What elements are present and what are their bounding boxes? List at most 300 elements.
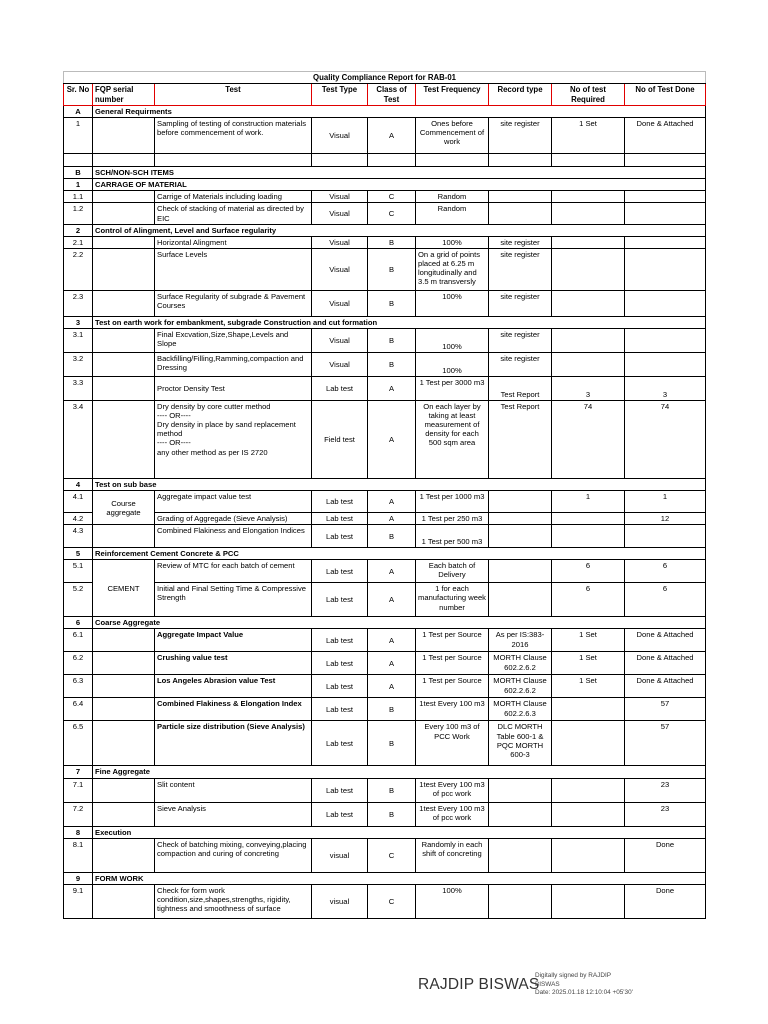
header-record-type: Record type [489, 84, 552, 106]
sr-no-cell: 4.3 [64, 525, 93, 548]
record-type-cell [489, 838, 552, 872]
section-title: CARRAGE OF MATERIAL [93, 179, 706, 191]
header-row [64, 84, 706, 106]
tests-done-cell: 3 [625, 377, 706, 401]
record-type-cell [489, 191, 552, 203]
section-row [64, 872, 706, 884]
empty-cell [625, 154, 706, 167]
section-number: 6 [64, 617, 93, 629]
section-title: Control of Alingment, Level and Surface regularity [93, 224, 706, 236]
header-fqp-serial: FQP serial number [93, 84, 155, 106]
record-type-cell: site register [489, 236, 552, 248]
signature-date: Date: 2025.01.18 12:10:04 +05'30' [535, 989, 633, 997]
test-name-cell: Dry density by core cutter method ---- OR---- Dry density in place by sand replacement method ---- OR---- any other method as per IS 2720 [155, 401, 312, 479]
test-type-cell: Lab test [312, 629, 368, 652]
section-title: FORM WORK [93, 872, 706, 884]
tests-done-cell: 12 [625, 513, 706, 525]
class-of-test-cell: B [368, 353, 416, 377]
test-type-cell: Lab test [312, 491, 368, 513]
test-name-cell: Horizontal Alingment [155, 236, 312, 248]
table-body [64, 72, 706, 919]
empty-cell [552, 154, 625, 167]
tests-required-cell [552, 248, 625, 290]
section-title: SCH/NON-SCH ITEMS [93, 167, 706, 179]
table-row [64, 401, 706, 479]
record-type-cell: DLC MORTH Table 600-1 & PQC MORTH 600-3 [489, 721, 552, 766]
tests-done-cell: Done & Attached [625, 118, 706, 154]
fqp-serial-cell [93, 802, 155, 826]
header-tests-required: No of test Required [552, 84, 625, 106]
class-of-test-cell: A [368, 629, 416, 652]
signature-line: BISWAS [535, 980, 560, 988]
test-type-cell: visual [312, 838, 368, 872]
record-type-cell: MORTH Clause 602.2.6.3 [489, 698, 552, 721]
sr-no-cell: 6.4 [64, 698, 93, 721]
sr-no-cell: 3.4 [64, 401, 93, 479]
test-name-cell: Check of stacking of material as directed by EIC [155, 203, 312, 224]
tests-required-cell [552, 884, 625, 918]
test-name-cell: Sampling of testing of construction materials before commencement of work. [155, 118, 312, 154]
test-name-cell: Surface Regularity of subgrade & Pavement Courses [155, 290, 312, 316]
fqp-serial-cell [93, 203, 155, 224]
test-frequency-cell: On a grid of points placed at 6.25 m longitudinally and 3.5 m transversly [416, 248, 489, 290]
table-row [64, 377, 706, 401]
fqp-serial-cell [93, 721, 155, 766]
section-number: 1 [64, 179, 93, 191]
sr-no-cell: 3.3 [64, 377, 93, 401]
fqp-serial-cell [93, 525, 155, 548]
tests-required-cell: 1 Set [552, 629, 625, 652]
class-of-test-cell: B [368, 721, 416, 766]
section-title: Test on sub base [93, 479, 706, 491]
tests-done-cell: 23 [625, 778, 706, 802]
sr-no-cell: 9.1 [64, 884, 93, 918]
sr-no-cell: 2.1 [64, 236, 93, 248]
class-of-test-cell: B [368, 802, 416, 826]
tests-done-cell: Done [625, 884, 706, 918]
section-row [64, 826, 706, 838]
tests-done-cell [625, 353, 706, 377]
header-test-frequency: Test Frequency [416, 84, 489, 106]
test-frequency-cell: 1 for each manufacturing week number [416, 583, 489, 617]
blank-row [64, 154, 706, 167]
fqp-serial-cell [93, 353, 155, 377]
fqp-serial-cell [93, 248, 155, 290]
test-type-cell: Visual [312, 353, 368, 377]
table-row [64, 513, 706, 525]
record-type-cell: MORTH Clause 602.2.6.2 [489, 675, 552, 698]
tests-required-cell: 74 [552, 401, 625, 479]
fqp-serial-cell [93, 698, 155, 721]
sr-no-cell: 1 [64, 118, 93, 154]
empty-cell [93, 154, 155, 167]
test-frequency-cell: 1test Every 100 m3 of pcc work [416, 778, 489, 802]
test-name-cell: Check for form work condition,size,shapes,strengths, rigidity, tightness and smoothness of surface [155, 884, 312, 918]
section-number: 7 [64, 766, 93, 778]
test-type-cell: Lab test [312, 652, 368, 675]
fqp-serial-cell [93, 290, 155, 316]
test-frequency-cell: Randomly in each shift of concreting [416, 838, 489, 872]
tests-required-cell [552, 203, 625, 224]
sr-no-cell: 4.2 [64, 513, 93, 525]
test-type-cell: Visual [312, 118, 368, 154]
tests-required-cell [552, 721, 625, 766]
test-name-cell: Combined Flakiness & Elongation Index [155, 698, 312, 721]
tests-required-cell: 6 [552, 560, 625, 583]
section-row [64, 106, 706, 118]
record-type-cell: As per IS:383-2016 [489, 629, 552, 652]
record-type-cell: Test Report [489, 377, 552, 401]
test-name-cell: Final Excvation,Size,Shape,Levels and Slope [155, 329, 312, 353]
empty-cell [489, 154, 552, 167]
class-of-test-cell: B [368, 248, 416, 290]
test-name-cell: Aggregate impact value test [155, 491, 312, 513]
test-name-cell: Crushing value test [155, 652, 312, 675]
class-of-test-cell: B [368, 329, 416, 353]
table-row [64, 675, 706, 698]
record-type-cell: site register [489, 248, 552, 290]
record-type-cell: site register [489, 290, 552, 316]
table-row [64, 629, 706, 652]
class-of-test-cell: A [368, 675, 416, 698]
test-frequency-cell: 100% [416, 329, 489, 353]
record-type-cell: site register [489, 329, 552, 353]
tests-required-cell: 6 [552, 583, 625, 617]
sr-no-cell: 5.1 [64, 560, 93, 583]
test-name-cell: Grading of Aggregade (Sieve Analysis) [155, 513, 312, 525]
test-frequency-cell: 1 Test per Source [416, 675, 489, 698]
tests-required-cell [552, 778, 625, 802]
table-row [64, 652, 706, 675]
test-type-cell: Lab test [312, 583, 368, 617]
section-number: 2 [64, 224, 93, 236]
tests-done-cell [625, 329, 706, 353]
test-type-cell: Visual [312, 203, 368, 224]
test-frequency-cell: 1 Test per Source [416, 629, 489, 652]
tests-done-cell: 6 [625, 583, 706, 617]
empty-cell [368, 154, 416, 167]
tests-required-cell [552, 290, 625, 316]
table-row [64, 353, 706, 377]
fqp-serial-cell [93, 377, 155, 401]
tests-done-cell: 23 [625, 802, 706, 826]
table-row [64, 290, 706, 316]
test-frequency-cell: 100% [416, 290, 489, 316]
test-type-cell: Field test [312, 401, 368, 479]
table-row [64, 778, 706, 802]
digital-signature [418, 972, 658, 1002]
section-row [64, 766, 706, 778]
fqp-serial-cell [93, 652, 155, 675]
class-of-test-cell: C [368, 884, 416, 918]
test-name-cell: Combined Flakiness and Elongation Indices [155, 525, 312, 548]
sr-no-cell: 3.1 [64, 329, 93, 353]
section-row [64, 179, 706, 191]
test-frequency-cell: Random [416, 191, 489, 203]
empty-cell [416, 154, 489, 167]
section-number: 9 [64, 872, 93, 884]
fqp-serial-cell [93, 884, 155, 918]
tests-done-cell [625, 290, 706, 316]
table-row [64, 248, 706, 290]
sr-no-cell: 6.1 [64, 629, 93, 652]
section-row [64, 167, 706, 179]
empty-cell [64, 154, 93, 167]
fqp-serial-cell: Course aggregate [93, 491, 155, 525]
fqp-serial-cell [93, 118, 155, 154]
tests-done-cell: Done & Attached [625, 629, 706, 652]
empty-cell [155, 154, 312, 167]
tests-required-cell [552, 513, 625, 525]
record-type-cell [489, 525, 552, 548]
test-frequency-cell: 1 Test per 500 m3 [416, 525, 489, 548]
record-type-cell [489, 491, 552, 513]
sr-no-cell: 1.2 [64, 203, 93, 224]
fqp-serial-cell [93, 778, 155, 802]
section-title: Execution [93, 826, 706, 838]
class-of-test-cell: B [368, 290, 416, 316]
tests-done-cell: 57 [625, 721, 706, 766]
test-type-cell: Lab test [312, 513, 368, 525]
class-of-test-cell: A [368, 118, 416, 154]
tests-required-cell [552, 236, 625, 248]
section-number: 8 [64, 826, 93, 838]
fqp-serial-cell [93, 401, 155, 479]
tests-done-cell: 74 [625, 401, 706, 479]
tests-required-cell [552, 698, 625, 721]
test-frequency-cell: 100% [416, 884, 489, 918]
test-frequency-cell: 100% [416, 236, 489, 248]
section-number: B [64, 167, 93, 179]
sr-no-cell: 7.2 [64, 802, 93, 826]
sr-no-cell: 6.2 [64, 652, 93, 675]
tests-required-cell [552, 191, 625, 203]
table-row [64, 560, 706, 583]
test-frequency-cell: Every 100 m3 of PCC Work [416, 721, 489, 766]
record-type-cell [489, 560, 552, 583]
test-type-cell: Lab test [312, 698, 368, 721]
sr-no-cell: 2.3 [64, 290, 93, 316]
signature-name: RAJDIP BISWAS [418, 976, 540, 993]
tests-done-cell [625, 191, 706, 203]
test-type-cell: Visual [312, 248, 368, 290]
test-frequency-cell: 1test Every 100 m3 of pcc work [416, 802, 489, 826]
test-type-cell: Lab test [312, 525, 368, 548]
sr-no-cell: 5.2 [64, 583, 93, 617]
record-type-cell: MORTH Clause 602.2.6.2 [489, 652, 552, 675]
test-frequency-cell: 100% [416, 353, 489, 377]
tests-done-cell: 6 [625, 560, 706, 583]
test-frequency-cell: 1 Test per 250 m3 [416, 513, 489, 525]
class-of-test-cell: C [368, 838, 416, 872]
section-title: Test on earth work for embankment, subgrade Construction and cut formation [93, 316, 706, 328]
test-type-cell: Lab test [312, 802, 368, 826]
table-row [64, 884, 706, 918]
test-type-cell: Visual [312, 236, 368, 248]
section-number: A [64, 106, 93, 118]
section-title: Coarse Aggregate [93, 617, 706, 629]
test-frequency-cell: 1 Test per 1000 m3 [416, 491, 489, 513]
test-name-cell: Sieve Analysis [155, 802, 312, 826]
test-name-cell: Carrige of Materials including loading [155, 191, 312, 203]
test-frequency-cell: Ones before Commencement of work [416, 118, 489, 154]
table-row [64, 236, 706, 248]
tests-required-cell [552, 525, 625, 548]
test-name-cell: Surface Levels [155, 248, 312, 290]
empty-cell [312, 154, 368, 167]
test-type-cell: Lab test [312, 377, 368, 401]
fqp-serial-cell: CEMENT [93, 560, 155, 617]
test-name-cell: Los Angeles Abrasion value Test [155, 675, 312, 698]
fqp-serial-cell [93, 329, 155, 353]
tests-done-cell [625, 248, 706, 290]
test-name-cell: Particle size distribution (Sieve Analysis) [155, 721, 312, 766]
table-row [64, 802, 706, 826]
table-row [64, 191, 706, 203]
tests-done-cell: 57 [625, 698, 706, 721]
section-number: 5 [64, 548, 93, 560]
tests-done-cell: Done & Attached [625, 675, 706, 698]
sr-no-cell: 4.1 [64, 491, 93, 513]
tests-required-cell [552, 802, 625, 826]
header-test: Test [155, 84, 312, 106]
class-of-test-cell: B [368, 698, 416, 721]
record-type-cell [489, 802, 552, 826]
test-type-cell: Lab test [312, 778, 368, 802]
sr-no-cell: 2.2 [64, 248, 93, 290]
tests-required-cell [552, 838, 625, 872]
fqp-serial-cell [93, 236, 155, 248]
tests-done-cell: 1 [625, 491, 706, 513]
section-row [64, 548, 706, 560]
fqp-serial-cell [93, 191, 155, 203]
record-type-cell: Test Report [489, 401, 552, 479]
class-of-test-cell: A [368, 513, 416, 525]
class-of-test-cell: A [368, 401, 416, 479]
record-type-cell: site register [489, 353, 552, 377]
sr-no-cell: 3.2 [64, 353, 93, 377]
table-row [64, 203, 706, 224]
tests-done-cell [625, 203, 706, 224]
header-class-of-test: Class of Test [368, 84, 416, 106]
class-of-test-cell: C [368, 203, 416, 224]
tests-required-cell: 1 Set [552, 652, 625, 675]
signature-details [535, 972, 665, 998]
record-type-cell [489, 778, 552, 802]
table-row [64, 583, 706, 617]
test-type-cell: visual [312, 884, 368, 918]
test-frequency-cell: 1test Every 100 m3 [416, 698, 489, 721]
test-frequency-cell: On each layer by taking at least measurement of density for each 500 sqm area [416, 401, 489, 479]
tests-required-cell: 1 [552, 491, 625, 513]
section-number: 4 [64, 479, 93, 491]
class-of-test-cell: A [368, 560, 416, 583]
tests-done-cell [625, 236, 706, 248]
record-type-cell: site register [489, 118, 552, 154]
test-name-cell: Proctor Density Test [155, 377, 312, 401]
class-of-test-cell: B [368, 778, 416, 802]
record-type-cell [489, 884, 552, 918]
test-name-cell: Slit content [155, 778, 312, 802]
class-of-test-cell: C [368, 191, 416, 203]
test-frequency-cell: Random [416, 203, 489, 224]
tests-required-cell [552, 329, 625, 353]
class-of-test-cell: A [368, 491, 416, 513]
header-test-type: Test Type [312, 84, 368, 106]
class-of-test-cell: A [368, 377, 416, 401]
tests-required-cell: 1 Set [552, 118, 625, 154]
test-type-cell: Visual [312, 191, 368, 203]
sr-no-cell: 7.1 [64, 778, 93, 802]
table-row [64, 525, 706, 548]
record-type-cell [489, 583, 552, 617]
test-type-cell: Lab test [312, 675, 368, 698]
tests-required-cell: 1 Set [552, 675, 625, 698]
test-frequency-cell: Each batch of Delivery [416, 560, 489, 583]
test-type-cell: Lab test [312, 560, 368, 583]
section-row [64, 316, 706, 328]
class-of-test-cell: B [368, 236, 416, 248]
test-frequency-cell: 1 Test per 3000 m3 [416, 377, 489, 401]
sr-no-cell: 8.1 [64, 838, 93, 872]
table-row [64, 721, 706, 766]
fqp-serial-cell [93, 629, 155, 652]
table-row [64, 698, 706, 721]
test-name-cell: Review of MTC for each batch of cement [155, 560, 312, 583]
section-title: General Requirments [93, 106, 706, 118]
title-row [64, 72, 706, 84]
table-row [64, 329, 706, 353]
record-type-cell [489, 513, 552, 525]
tests-done-cell [625, 525, 706, 548]
test-type-cell: Visual [312, 290, 368, 316]
fqp-serial-cell [93, 838, 155, 872]
signature-line: Digitally signed by RAJDIP [535, 972, 612, 979]
record-type-cell [489, 203, 552, 224]
test-type-cell: Visual [312, 329, 368, 353]
test-frequency-cell: 1 Test per Source [416, 652, 489, 675]
test-name-cell: Backfilling/Filling,Ramming,compaction and Dressing [155, 353, 312, 377]
sr-no-cell: 6.3 [64, 675, 93, 698]
sr-no-cell: 1.1 [64, 191, 93, 203]
report-title: Quality Compliance Report for RAB-01 [64, 72, 706, 84]
table-row [64, 118, 706, 154]
table-row [64, 491, 706, 513]
section-row [64, 617, 706, 629]
class-of-test-cell: A [368, 652, 416, 675]
fqp-serial-cell [93, 675, 155, 698]
quality-compliance-table [63, 71, 706, 919]
header-sr-no: Sr. No [64, 84, 93, 106]
test-type-cell: Lab test [312, 721, 368, 766]
section-row [64, 224, 706, 236]
test-name-cell: Aggregate Impact Value [155, 629, 312, 652]
section-title: Fine Aggregate [93, 766, 706, 778]
table-row [64, 838, 706, 872]
tests-required-cell [552, 353, 625, 377]
header-tests-done: No of Test Done [625, 84, 706, 106]
section-number: 3 [64, 316, 93, 328]
section-title: Reinforcement Cement Concrete & PCC [93, 548, 706, 560]
test-name-cell: Initial and Final Setting Time & Compressive Strength [155, 583, 312, 617]
tests-done-cell: Done & Attached [625, 652, 706, 675]
tests-required-cell: 3 [552, 377, 625, 401]
tests-done-cell: Done [625, 838, 706, 872]
section-row [64, 479, 706, 491]
class-of-test-cell: B [368, 525, 416, 548]
class-of-test-cell: A [368, 583, 416, 617]
sr-no-cell: 6.5 [64, 721, 93, 766]
